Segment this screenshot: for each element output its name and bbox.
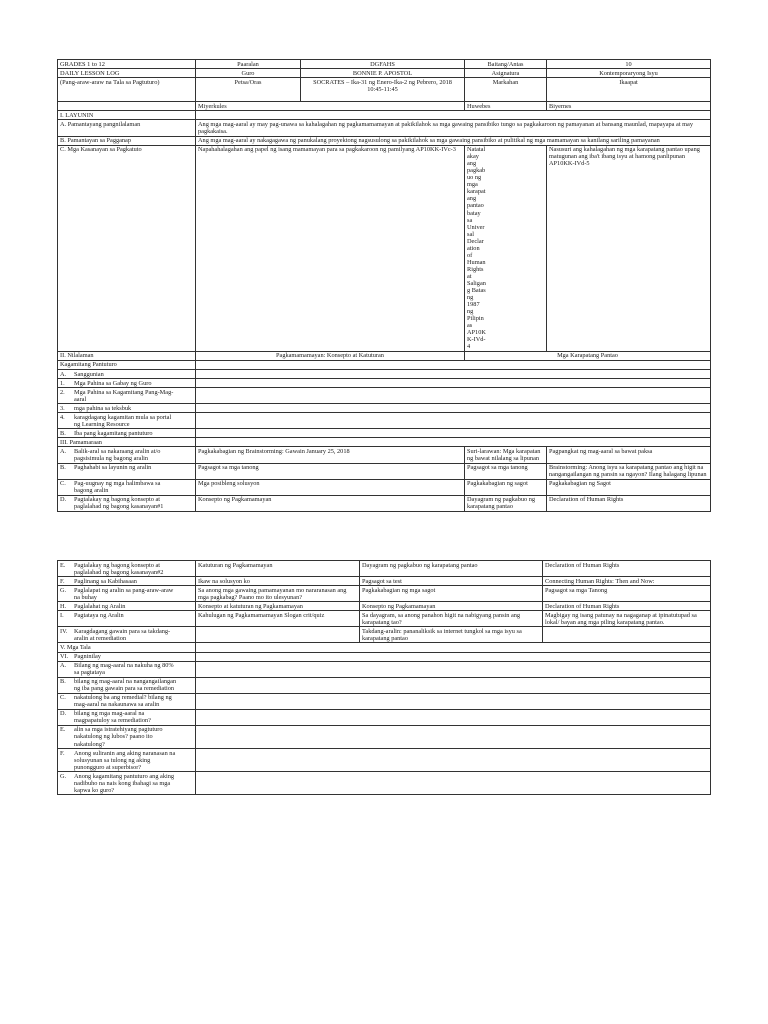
item-label: Anong suliranin ang aking naranasan na solusyunan sa tulong ng aking punongguro at superbisor?: [74, 749, 176, 771]
day-content: Katuturan ng Pagkamamayan: [196, 561, 360, 577]
table-row: [58, 577, 711, 586]
item-number: A.: [60, 370, 67, 378]
day-content: Ikaw na solusyon ko: [196, 577, 360, 586]
day-content: Dayagram ng pagkabuo ng karapatang pantao: [360, 561, 543, 577]
sub-item: [58, 429, 196, 438]
blank-cell: [196, 652, 711, 661]
sub-item: [58, 577, 196, 586]
item-label: Sanggunian: [74, 370, 104, 378]
item-number: VI.: [60, 653, 69, 661]
sub-item: [58, 388, 196, 404]
row-content: Ang mga mag-aaral ay may pag-unawa sa kahalagahan ng pagkamamamayan at pakikilahok sa mga gawaing pansibiko tungo sa pagkakaroon ng pamayanan at bansang maunlad, mapayapa at may pagkakaisa.: [196, 120, 711, 136]
item-number: 1.: [60, 379, 65, 387]
header-cell: (Pang-araw-araw na Tala sa Pagtuturo): [58, 78, 196, 102]
table-row: [58, 661, 711, 677]
sub-item: [58, 561, 196, 577]
day-content: [543, 627, 711, 643]
item-label: Balik-aral sa nakaraang aralin at/o pagsisimula ng bagong aralin: [74, 447, 161, 462]
table-row: [58, 677, 711, 693]
table-row: [58, 627, 711, 643]
day-content: Konsepto ng Pagkamamayan: [360, 602, 543, 611]
row-content: Ang mga mag-aaral ay nakagagawa ng panukalang proyektong nagsusulong sa pakikilahok sa mga gawaing pansibiko at pulitikal ng mga mamamayan sa kanilang sariling pamayanan: [196, 136, 711, 145]
day-content: Pagsagot sa mga Tanong: [543, 586, 711, 602]
item-number: 4.: [60, 413, 65, 421]
item-label: alin sa mga istratehiyang pagtuturo nakatulong ng lubos? paano ito nakatulong?: [74, 726, 163, 748]
item-label: Mga Pahina sa Gabay ng Guro: [74, 379, 152, 387]
blank-cell: [58, 102, 196, 111]
day-content: Pagkakabagian ng sagot: [465, 479, 547, 495]
table-row: [58, 479, 711, 495]
blank-cell: [196, 709, 711, 725]
header-cell: Guro: [196, 69, 301, 78]
item-label: karagdagang kagamitan mula sa portal ng Learning Resource: [74, 413, 172, 428]
blank-cell: [196, 379, 711, 388]
blank-cell: [196, 413, 711, 429]
blank-cell: [196, 438, 711, 447]
blank-cell: [196, 677, 711, 693]
item-label: nakatulong ba ang remedial? bilang ng mag-aaral na nakaunawa sa aralin: [74, 694, 172, 709]
row-label: A. Pamantayang pangnilalaman: [58, 120, 196, 136]
sub-item: [58, 627, 196, 643]
day-content: Declaration of Human Rights: [543, 561, 711, 577]
table-row: [58, 447, 711, 463]
table-row: [58, 709, 711, 725]
header-cell: Paaralan: [196, 60, 301, 69]
table-row: [58, 643, 711, 652]
day-content: Dayagram ng pagkabuo ng karapatang pantao: [465, 495, 547, 511]
day-cell: Biyernes: [547, 102, 711, 111]
section-label: I. LAYUNIN: [58, 111, 196, 120]
item-number: B.: [60, 429, 66, 437]
day-content: Konsepto at katuturan ng Pagkamamayan: [196, 602, 360, 611]
item-number: G.: [60, 772, 67, 780]
day-content: Natatalakay ang pagkabuo ng mga karapatang pantao batay sa Universal Declaration of Human Rights at Saligang Batas ng 1987 ng Pilipinas AP10KK-IVd-4: [465, 145, 547, 351]
blank-cell: [196, 111, 711, 120]
header-cell: Asignatura: [465, 69, 547, 78]
sub-item: [58, 379, 196, 388]
row-label: C. Mga Kasanayan sa Pagkatuto: [58, 145, 196, 351]
sub-item: [58, 661, 196, 677]
day-content: Mga posibleng solusyon: [196, 479, 465, 495]
table-row: [58, 413, 711, 429]
item-label: Karagdagang gawain para sa takdang-aralin at remediation: [74, 627, 171, 642]
item-label: Anong kagamitang pantuturo ang aking nadibuho na nais kong ibahagi sa mga kapwa ko guro?: [74, 772, 175, 794]
row-label: Kagamitang Pantuturo: [58, 360, 196, 369]
day-content: Kahulugan ng Pagkamamamayan Slogan crit/quiz: [196, 611, 360, 627]
day-content: Connecting Human Rights: Then and Now:: [543, 577, 711, 586]
blank-cell: [196, 429, 711, 438]
item-number: A.: [60, 447, 67, 455]
table-row: [58, 693, 711, 709]
item-label: Pagninilay: [74, 653, 101, 661]
sub-item: [58, 479, 196, 495]
day-content: Pagsagot sa test: [360, 577, 543, 586]
header-cell: BONNIE P. APOSTOL: [301, 69, 465, 78]
blank-cell: [196, 725, 711, 748]
item-number: I.: [60, 611, 64, 619]
day-content: Pagsagot sa mga tanong: [465, 463, 547, 479]
table-row: [58, 111, 711, 120]
table-row: [58, 120, 711, 136]
table-row: [58, 725, 711, 748]
day-content: Pagpangkat ng mag-aaral sa bawat paksa: [547, 447, 711, 463]
sub-item: [58, 725, 196, 748]
header-row-3: [58, 78, 711, 102]
item-label: bilang ng mga mag-aaral na magpapatuloy sa remediation?: [74, 710, 151, 725]
section-label: III. Pamamaraan: [58, 438, 196, 447]
item-number: E.: [60, 726, 66, 734]
header-cell: Baitang/Antas: [465, 60, 547, 69]
day-content: Brainstorming: Anong isyu sa karapatang pantao ang higit na nangangailangan ng pansin sa ngayon? Ilang halagang lipunan: [547, 463, 711, 479]
day-content: Pagsagot sa mga tanong: [196, 463, 465, 479]
row-label: II. Nilalaman: [58, 351, 196, 360]
day-cell: Huwebes: [465, 102, 547, 111]
table-row: [58, 429, 711, 438]
item-label: Paglalapat ng aralin sa pang-araw-araw na buhay: [74, 586, 174, 601]
table-row: [58, 463, 711, 479]
item-number: B.: [60, 678, 66, 686]
day-content: Napahahalagahan ang papel ng isang mamamayan para sa pagkakaroon ng pamilyang AP10KK-IVc-3: [196, 145, 465, 351]
item-number: 3.: [60, 404, 65, 412]
sub-item: [58, 463, 196, 479]
item-number: B.: [60, 464, 66, 472]
blank-cell: [196, 404, 711, 413]
header-cell: DAILY LESSON LOG: [58, 69, 196, 78]
header-cell: Kontemporaryong Isyu: [547, 69, 711, 78]
day-content: Declaration of Human Rights: [543, 602, 711, 611]
item-label: Paghahabi sa layunin ng aralin: [74, 464, 152, 472]
sub-item: [58, 652, 196, 661]
table-row: [58, 602, 711, 611]
sub-item: [58, 495, 196, 511]
header-cell: Petsa/Oras: [196, 78, 301, 102]
days-row: [58, 102, 711, 111]
table-row: [58, 145, 711, 351]
day-content: Sa anong mga gawaing pamamayanan mo nararanasan ang mga pagkabag? Paano mo ito ulesyunan?: [196, 586, 360, 602]
item-number: 2.: [60, 388, 65, 396]
table-row: [58, 379, 711, 388]
table-row: [58, 772, 711, 795]
sub-item: [58, 586, 196, 602]
blank-cell: [196, 661, 711, 677]
sub-item: [58, 693, 196, 709]
blank-cell: [196, 360, 711, 369]
table-row: [58, 611, 711, 627]
table-row: [58, 495, 711, 511]
table-row: [58, 561, 711, 577]
day-content: Sa dayagram, sa anong panahon higit na nabigyang pansin ang karapatang tao?: [360, 611, 543, 627]
topic-content: Pagkamamamayan: Konsepto at Katuturan: [196, 351, 465, 360]
day-content: Konsepto ng Pagkamamayan: [196, 495, 465, 511]
item-label: mga pahina sa teksbuk: [74, 404, 132, 412]
item-number: D.: [60, 496, 67, 504]
row-label: V. Mga Tala: [58, 643, 196, 652]
row-label: B. Pamantayan sa Pagganap: [58, 136, 196, 145]
item-number: A.: [60, 662, 67, 670]
header-cell: Ikaapat: [547, 78, 711, 102]
table-row: [58, 370, 711, 379]
item-label: Pagtalakay ng bagong konsepto at paglalahad ng bagong kasanayan#1: [74, 496, 164, 511]
header-cell: DGFAHS: [301, 60, 465, 69]
header-cell: Markahan: [465, 78, 547, 102]
blank-cell: [196, 693, 711, 709]
blank-cell: [196, 388, 711, 404]
blank-cell: [196, 749, 711, 772]
blank-cell: [196, 643, 711, 652]
day-content: Declaration of Human Rights: [547, 495, 711, 511]
sub-item: [58, 749, 196, 772]
header-cell: SOCRATES – Ika-31 ng Enero-Ika-2 ng Pebrero, 2018 10:45-11:45: [301, 78, 465, 102]
item-number: C.: [60, 694, 66, 702]
item-number: C.: [60, 480, 66, 488]
sub-item: [58, 611, 196, 627]
sub-item: [58, 709, 196, 725]
item-label: Pag-uugnay ng mga halimbawa sa bagong aralin: [74, 480, 161, 495]
item-label: Pagtataya ng Aralin: [74, 611, 124, 619]
day-content: [196, 627, 360, 643]
table-row: [58, 438, 711, 447]
blank-cell: [196, 772, 711, 795]
day-content: Pagkakabagian ng Brainstorming: Gawain January 25, 2018: [196, 447, 465, 463]
item-label: bilang ng mag-aaral na nangangailangan ng iba pang gawain para sa remediation: [74, 678, 177, 693]
header-row-1: [58, 60, 711, 69]
table-row: [58, 749, 711, 772]
day-cell: Miyerkules: [196, 102, 465, 111]
sub-item: [58, 370, 196, 379]
blank-cell: [196, 370, 711, 379]
day-content: Suri-larawan: Mga karapatan ng bawat nilalang sa lipunan: [465, 447, 547, 463]
table-row: [58, 404, 711, 413]
item-number: IV.: [60, 627, 68, 635]
header-cell: GRADES 1 to 12: [58, 60, 196, 69]
table-row: [58, 136, 711, 145]
item-label: Paglalahat ng Aralin: [74, 602, 126, 610]
item-label: Pagtalakay ng bagong konsepto at paglalahad ng bagong kasanayan#2: [74, 561, 164, 576]
sub-item: [58, 447, 196, 463]
day-content: Nasusuri ang kahalagahan ng mga karapatang pantao upang matugunan ang iba't ibang isyu at hamong panlipunan AP10KK-IVd-5: [547, 145, 711, 351]
item-label: Iba pang kagamitang pantuturo: [74, 429, 153, 437]
day-content: Magbigay ng isang patunay na nagaganap at ipinatutupad sa lokal/ bayan ang mga piling karapatang pantao.: [543, 611, 711, 627]
sub-item: [58, 602, 196, 611]
sub-item: [58, 413, 196, 429]
table-row: [58, 360, 711, 369]
day-content: Pagkakabagian ng mga sagot: [360, 586, 543, 602]
table-row: [58, 388, 711, 404]
item-label: Mga Pahina sa Kagamitang Pang-Mag-aaral: [74, 388, 174, 403]
sub-item: [58, 677, 196, 693]
sub-item: [58, 404, 196, 413]
table-row: [58, 586, 711, 602]
day-content: Takdang-aralin: pananaliksik sa internet tungkol sa mga isyu sa karapatang pantao: [360, 627, 543, 643]
item-number: D.: [60, 710, 67, 718]
lesson-log-table-page2: [57, 560, 711, 795]
table-row: [58, 351, 711, 360]
sub-item: [58, 772, 196, 795]
lesson-log-table-page1: [57, 59, 711, 512]
table-row: [58, 652, 711, 661]
topic-content: Mga Karapatang Pantao: [465, 351, 711, 360]
item-number: F.: [60, 577, 65, 585]
item-number: H.: [60, 602, 67, 610]
item-number: E.: [60, 561, 66, 569]
item-number: G.: [60, 586, 67, 594]
item-label: Paglinang sa Kabihasaan: [74, 577, 137, 585]
day-content: Pagkakabagian ng Sagot: [547, 479, 711, 495]
item-number: F.: [60, 749, 65, 757]
header-row-2: [58, 69, 711, 78]
item-label: Bilang ng mag-aaral na nakuha ng 80% sa pagtataya: [74, 662, 174, 677]
header-cell: 10: [547, 60, 711, 69]
